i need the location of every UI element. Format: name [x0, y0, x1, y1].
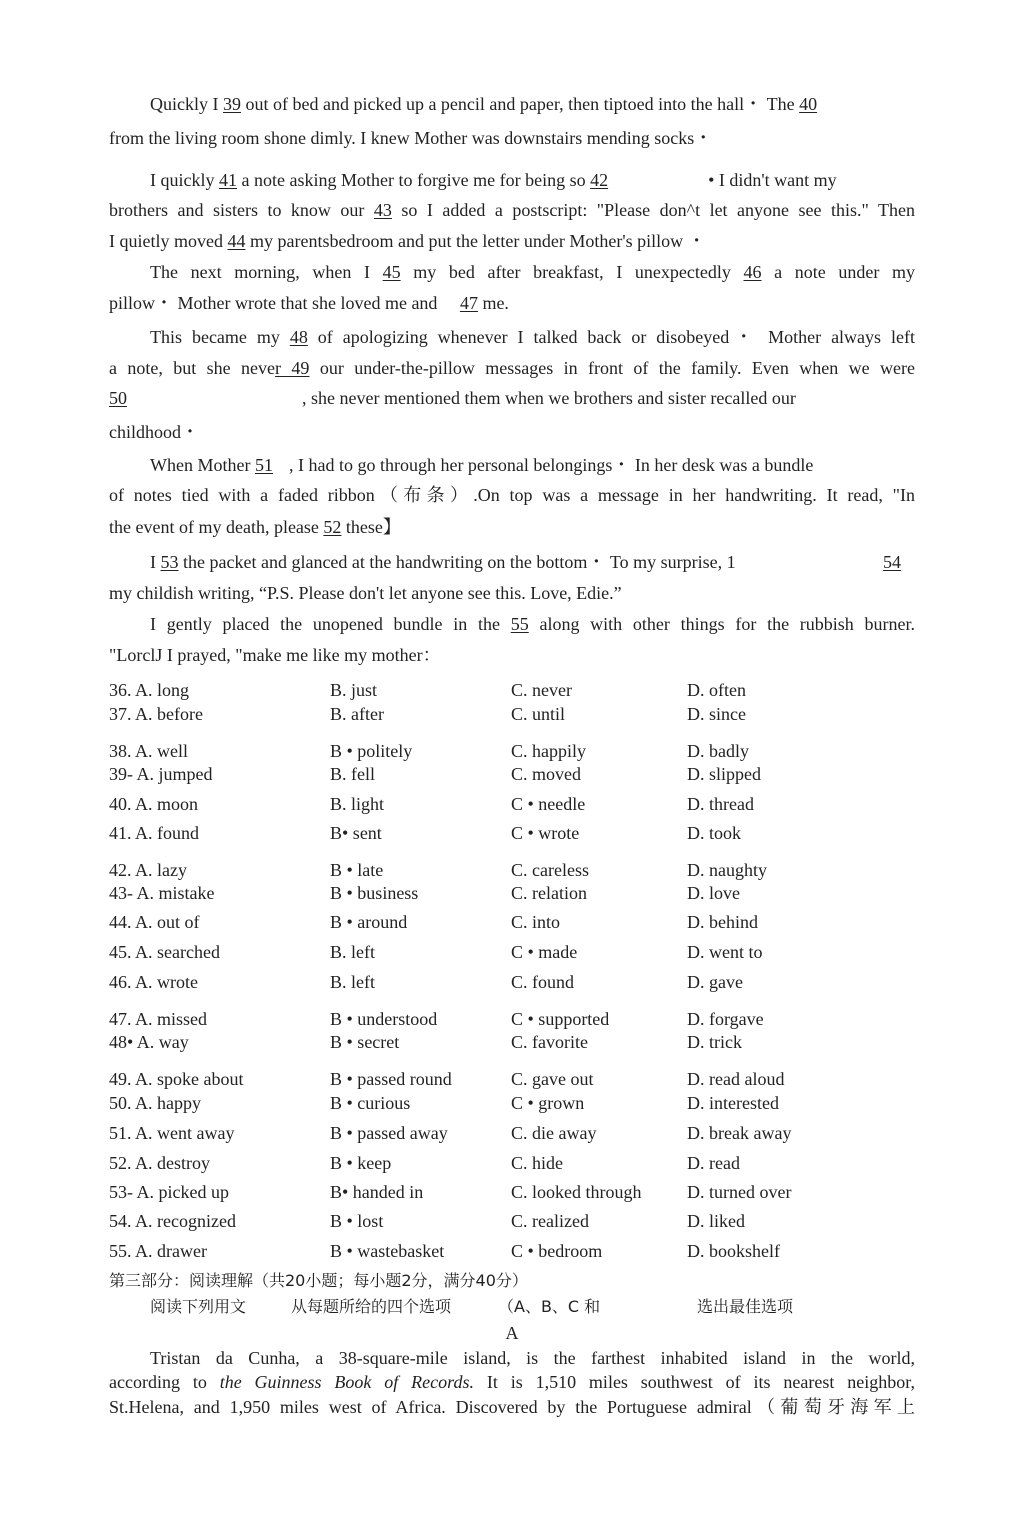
passage-line: "LorclJ I prayed, "make me like my mother：	[109, 645, 441, 665]
option-item: C. into	[511, 912, 561, 932]
reading-line: according to the Guinness Book of Records. It is 1,510 miles southwest of its nearest neighbor,	[109, 1372, 915, 1392]
option-item: D. badly	[687, 741, 749, 761]
option-item: C. die away	[511, 1123, 597, 1143]
option-item: B • secret	[330, 1032, 400, 1052]
option-item: C • made	[511, 942, 578, 962]
option-item: C. moved	[511, 764, 581, 784]
blank-50: 50	[109, 388, 127, 408]
option-item: C • bedroom	[511, 1241, 603, 1261]
blank-51: 51	[254, 455, 273, 475]
passage-line: a note, but she never 49 our under-the-pillow messages in front of the family. Even when we were	[109, 358, 915, 378]
option-item: D. behind	[687, 912, 758, 932]
option-item: 52. A. destroy	[109, 1153, 210, 1173]
section-instruction: 从每题所给的四个选项	[291, 1297, 452, 1316]
option-item: C • wrote	[511, 823, 580, 843]
passage-line: This became my 48 of apologizing whenever I talked back or disobeyed・ Mother always left	[150, 327, 915, 347]
option-item: B• sent	[330, 823, 382, 843]
option-item: B. left	[330, 942, 375, 962]
option-item: 47. A. missed	[109, 1009, 208, 1029]
option-item: B • politely	[330, 741, 413, 761]
passage-line: I 53 the packet and glanced at the handwriting on the bottom・ To my surprise, 1	[150, 552, 736, 572]
option-item: C. realized	[511, 1211, 589, 1231]
option-item: B• handed in	[330, 1182, 424, 1202]
passage-line: Quickly I 39 out of bed and picked up a pencil and paper, then tiptoed into the hall・ The 40	[150, 94, 818, 114]
blank-44: 44	[227, 231, 246, 251]
blank-45: 45	[382, 262, 401, 282]
option-item: D. trick	[687, 1032, 742, 1052]
blank-49: r 49	[275, 358, 310, 378]
blank-43: 43	[373, 200, 392, 220]
option-item: C. hide	[511, 1153, 563, 1173]
passage-line: of notes tied with a faded ribbon（布条）.On top was a message in her handwriting. It read, "In	[109, 485, 915, 505]
passage-line: the event of my death, please 52 these】	[109, 517, 401, 537]
option-item: C. relation	[511, 883, 587, 903]
option-item: 40. A. moon	[109, 794, 199, 814]
option-item: 37. A. before	[109, 704, 203, 724]
blank-46: 46	[743, 262, 762, 282]
option-item: 49. A. spoke about	[109, 1069, 244, 1089]
option-item: B • late	[330, 860, 384, 880]
option-item: D. read	[687, 1153, 740, 1173]
passage-letter: A	[505, 1323, 519, 1343]
option-item: D. break away	[687, 1123, 792, 1143]
option-item: B • passed round	[330, 1069, 452, 1089]
option-item: D. liked	[687, 1211, 745, 1231]
option-item: 55. A. drawer	[109, 1241, 207, 1261]
blank-40: 40	[799, 94, 818, 114]
option-item: B. after	[330, 704, 384, 724]
option-item: D. read aloud	[687, 1069, 785, 1089]
passage-line: I gently placed the unopened bundle in the 55 along with other things for the rubbish burner.	[150, 614, 915, 634]
section-instruction: （A、B、C 和	[498, 1297, 601, 1316]
option-item: B. fell	[330, 764, 375, 784]
passage-line: childhood・	[109, 422, 199, 442]
option-item: C. never	[511, 680, 572, 700]
option-item: C • grown	[511, 1093, 585, 1113]
option-item: 43- A. mistake	[109, 883, 215, 903]
section-instruction: 阅读下列用文	[150, 1297, 247, 1316]
passage-line: brothers and sisters to know our 43 so I added a postscript: "Please don^t let anyone see this." Then	[109, 200, 915, 220]
passage-line: I quickly 41 a note asking Mother to forgive me for being so 42 • I didn't want my	[150, 170, 837, 190]
option-item: B. just	[330, 680, 378, 700]
option-item: 53- A. picked up	[109, 1182, 229, 1202]
passage-line: from the living room shone dimly. I knew Mother was downstairs mending socks・	[109, 128, 713, 148]
option-item: D. thread	[687, 794, 754, 814]
option-item: B • curious	[330, 1093, 411, 1113]
option-item: B • keep	[330, 1153, 392, 1173]
blank-53: 53	[160, 552, 179, 572]
option-item: D. gave	[687, 972, 743, 992]
option-item: C. favorite	[511, 1032, 588, 1052]
option-item: 45. A. searched	[109, 942, 220, 962]
option-item: C • supported	[511, 1009, 610, 1029]
option-item: C. careless	[511, 860, 589, 880]
passage-line: The next morning, when I 45 my bed after breakfast, I unexpectedly 46 a note under my	[150, 262, 916, 282]
option-item: D. often	[687, 680, 746, 700]
option-item: D. took	[687, 823, 741, 843]
option-item: D. bookshelf	[687, 1241, 780, 1261]
reading-line: Tristan da Cunha, a 38-square-mile island, is the farthest inhabited island in the world,	[150, 1348, 915, 1368]
option-item: D. naughty	[687, 860, 767, 880]
option-item: B • passed away	[330, 1123, 448, 1143]
passage-line: When Mother 51 , I had to go through her personal belongings・ In her desk was a bundle	[150, 455, 814, 475]
option-item: C. until	[511, 704, 566, 724]
passage-line: I quietly moved 44 my parentsbedroom and put the letter under Mother's pillow ・	[109, 231, 706, 251]
option-item: D. went to	[687, 942, 763, 962]
passage-line: 50 , she never mentioned them when we brothers and sister recalled our	[109, 388, 796, 408]
option-item: C. gave out	[511, 1069, 594, 1089]
option-item: 39- A. jumped	[109, 764, 213, 784]
option-item: 36. A. long	[109, 680, 190, 700]
blank-55: 55	[510, 614, 529, 634]
blank-41: 41	[219, 170, 237, 190]
passage-line: pillow・ Mother wrote that she loved me and 47 me.	[109, 293, 509, 313]
option-item: D. turned over	[687, 1182, 792, 1202]
option-item: B • understood	[330, 1009, 438, 1029]
option-item: D. since	[687, 704, 746, 724]
option-item: 46. A. wrote	[109, 972, 198, 992]
blank-39: 39	[222, 94, 241, 114]
blank-47: 47	[459, 293, 478, 313]
option-item: B. light	[330, 794, 385, 814]
option-item: 41. A. found	[109, 823, 199, 843]
option-item: B. left	[330, 972, 375, 992]
section-instruction: 选出最佳选项	[697, 1297, 794, 1316]
option-item: D. slipped	[687, 764, 761, 784]
option-item: 48• A. way	[109, 1032, 189, 1052]
option-item: 54. A. recognized	[109, 1211, 236, 1231]
option-item: 42. A. lazy	[109, 860, 187, 880]
option-item: C. looked through	[511, 1182, 642, 1202]
book-title: the Guinness Book of Records.	[219, 1372, 474, 1392]
option-item: 38. A. well	[109, 741, 188, 761]
option-item: C • needle	[511, 794, 586, 814]
blank-54: 54	[883, 552, 901, 572]
option-item: C. happily	[511, 741, 586, 761]
option-item: C. found	[511, 972, 574, 992]
option-item: B • business	[330, 883, 419, 903]
option-item: D. love	[687, 883, 740, 903]
blank-48: 48	[289, 327, 308, 347]
blank-42: 42	[590, 170, 609, 190]
option-item: D. forgave	[687, 1009, 764, 1029]
reading-line: St.Helena, and 1,950 miles west of Africa. Discovered by the Portuguese admiral（葡萄牙海军上	[109, 1397, 915, 1417]
option-item: B • lost	[330, 1211, 384, 1231]
option-item: B • wastebasket	[330, 1241, 445, 1261]
passage-line: my childish writing, “P.S. Please don't let anyone see this. Love, Edie.”	[109, 583, 622, 603]
option-item: 51. A. went away	[109, 1123, 235, 1143]
option-item: D. interested	[687, 1093, 779, 1113]
section-heading: 第三部分：阅读理解（共20小题；每小题2分，满分40分）	[109, 1271, 528, 1290]
blank-52: 52	[323, 517, 342, 537]
option-item: B • around	[330, 912, 408, 932]
option-item: 50. A. happy	[109, 1093, 201, 1113]
option-item: 44. A. out of	[109, 912, 200, 932]
